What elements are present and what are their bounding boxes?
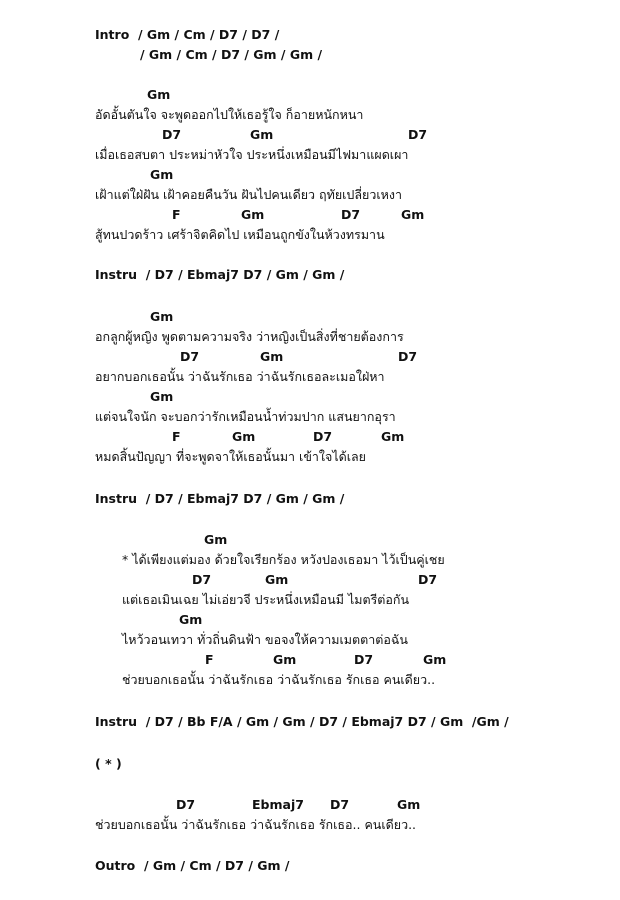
chord: D7 (418, 572, 438, 587)
chord: Gm (401, 207, 425, 222)
chord: D7 (398, 349, 418, 364)
outro-line: Outro / Gm / Cm / D7 / Gm / (95, 858, 290, 873)
chord: D7 (330, 797, 350, 812)
chord: Gm (397, 797, 421, 812)
chord: Gm (147, 87, 171, 102)
lyric-line: สู้ทนปวดร้าว เศร้าจิตคิดไป เหมือนถูกขังในห้วงทรมาน (95, 227, 385, 242)
chord: Gm (381, 429, 405, 444)
lyric-line: แต่เธอเมินเฉย ไม่เอ่ยวจี ประหนึ่งเหมือนมี ไมตรีต่อกัน (122, 592, 410, 607)
lyric-line: ช่วยบอกเธอนั้น ว่าฉันรักเธอ ว่าฉันรักเธอ รักเธอ คนเดียว.. (122, 672, 436, 687)
lyric-line: อัดอั้นตันใจ จะพูดออกไปให้เธอรู้ใจ ก็อายหนักหนา (95, 107, 364, 122)
chord: Gm (241, 207, 265, 222)
lyric-line: แต่จนใจนัก จะบอกว่ารักเหมือนน้ำท่วมปาก แสนยากอุรา (95, 409, 396, 424)
chord: Gm (273, 652, 297, 667)
lyric-line: อกลูกผู้หญิง พูดตามความจริง ว่าหญิงเป็นสิ่งที่ชายต้องการ (95, 329, 404, 344)
instrumental-line: Instru / D7 / Ebmaj7 D7 / Gm / Gm / (95, 491, 345, 506)
chord: Gm (232, 429, 256, 444)
lyric-line: ไหว้วอนเทวา ทั่วถิ่นดินฟ้า ขอจงให้ความเมตตาต่อฉัน (122, 632, 408, 647)
lyric-line: * ได้เพียงแต่มอง ด้วยใจเรียกร้อง หวังปองเธอมา ไว้เป็นคู่เชย (122, 552, 445, 567)
lyric-line: เฝ้าแต่ใฝ่ฝัน เฝ้าคอยคืนวัน ฝันไปคนเดียว ฤทัยเปลี่ยวเหงา (95, 187, 402, 202)
lyric-line: ช่วยบอกเธอนั้น ว่าฉันรักเธอ ว่าฉันรักเธอ รักเธอ.. คนเดียว.. (95, 817, 417, 832)
chord: Gm (179, 612, 203, 627)
chord: Gm (150, 309, 174, 324)
intro-line-2: / Gm / Cm / D7 / Gm / Gm / (140, 47, 323, 62)
chord: D7 (341, 207, 361, 222)
lyric-line: อยากบอกเธอนั้น ว่าฉันรักเธอ ว่าฉันรักเธอละเมอใฝ่หา (95, 369, 385, 384)
chord: D7 (313, 429, 333, 444)
chord: Gm (250, 127, 274, 142)
chord: D7 (176, 797, 196, 812)
chord: D7 (408, 127, 428, 142)
chord: Gm (204, 532, 228, 547)
lyric-line: เมื่อเธอสบตา ประหม่าหัวใจ ประหนึ่งเหมือนมีไฟมาแผดเผา (95, 147, 409, 162)
chord: F (172, 429, 181, 444)
chord: Gm (150, 167, 174, 182)
chord: D7 (354, 652, 374, 667)
chord: F (205, 652, 214, 667)
chord: F (172, 207, 181, 222)
repeat-mark: ( * ) (95, 756, 122, 771)
chord: Gm (265, 572, 289, 587)
chord: Gm (260, 349, 284, 364)
chord: Ebmaj7 (252, 797, 304, 812)
instrumental-line: Instru / D7 / Bb F/A / Gm / Gm / D7 / Ebmaj7 D7 / Gm /Gm / (95, 714, 509, 729)
chord: D7 (162, 127, 182, 142)
chord: Gm (423, 652, 447, 667)
instrumental-line: Instru / D7 / Ebmaj7 D7 / Gm / Gm / (95, 267, 345, 282)
intro-line-1: Intro / Gm / Cm / D7 / D7 / (95, 27, 280, 42)
lyric-line: หมดสิ้นปัญญา ที่จะพูดจาให้เธอนั้นมา เข้าใจได้เลย (95, 449, 366, 464)
chord: D7 (180, 349, 200, 364)
chord: D7 (192, 572, 212, 587)
chord: Gm (150, 389, 174, 404)
